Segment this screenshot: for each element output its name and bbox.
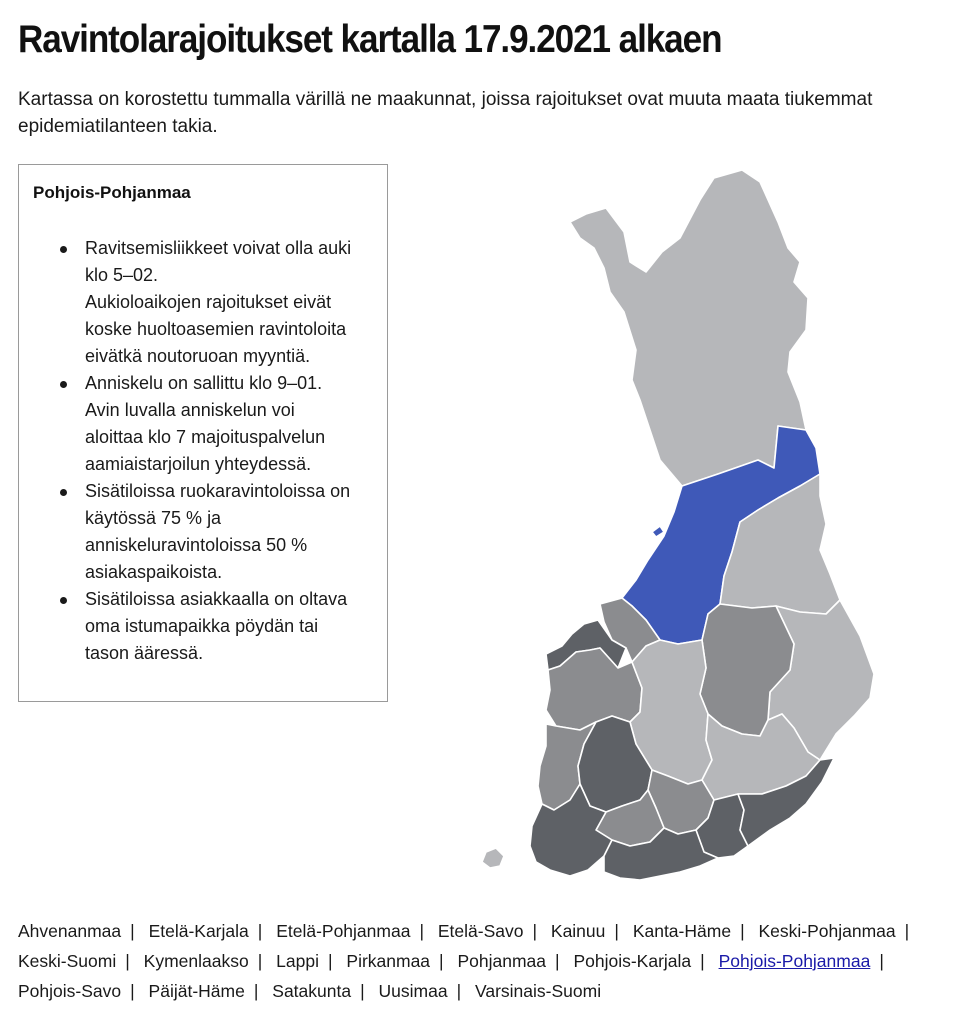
region-link[interactable]: Päijät-Häme bbox=[148, 981, 245, 1001]
restrictions-list bbox=[33, 235, 373, 667]
region-ahvenanmaa[interactable] bbox=[482, 848, 504, 868]
restriction-line: Anniskelu on sallittu klo 9–01. bbox=[85, 373, 323, 393]
link-separator: | bbox=[130, 921, 135, 941]
restriction-item bbox=[33, 235, 373, 370]
region-link-item bbox=[719, 951, 893, 971]
region-link[interactable]: Lappi bbox=[276, 951, 319, 971]
link-separator: | bbox=[419, 921, 424, 941]
restriction-line: klo 5–02. bbox=[85, 265, 159, 285]
restriction-line: eivätkä noutoruoan myyntiä. bbox=[85, 346, 311, 366]
region-link[interactable]: Pirkanmaa bbox=[346, 951, 431, 971]
restriction-line: käytössä 75 % ja bbox=[85, 508, 222, 528]
restriction-item bbox=[33, 478, 373, 586]
page-title: Ravintolarajoitukset kartalla 17.9.2021 alkaen bbox=[18, 18, 722, 61]
link-separator: | bbox=[327, 951, 333, 971]
link-separator: | bbox=[439, 951, 444, 971]
region-link-item bbox=[379, 981, 471, 1001]
bullet-icon bbox=[60, 489, 67, 496]
restriction-line: aamiaistarjoilun yhteydessä. bbox=[85, 454, 312, 474]
region-link[interactable]: Varsinais-Suomi bbox=[474, 981, 602, 1001]
bullet-icon bbox=[60, 381, 67, 388]
region-lappi[interactable] bbox=[570, 170, 808, 486]
region-link-item bbox=[633, 921, 754, 941]
region-link[interactable]: Etelä-Savo bbox=[437, 921, 524, 941]
restriction-line: oma istumapaikka pöydän tai bbox=[85, 616, 319, 636]
link-separator: | bbox=[532, 921, 538, 941]
region-link[interactable]: Pohjanmaa bbox=[457, 951, 547, 971]
region-link[interactable]: Keski-Pohjanmaa bbox=[758, 921, 896, 941]
link-separator: | bbox=[257, 921, 263, 941]
region-link-item bbox=[573, 951, 713, 971]
region-link-item bbox=[276, 951, 341, 971]
link-separator: | bbox=[879, 951, 884, 971]
finland-region-map bbox=[470, 160, 890, 890]
link-separator: | bbox=[125, 951, 130, 971]
restriction-line: Ravitsemisliikkeet voivat olla auki bbox=[85, 238, 352, 258]
link-separator: | bbox=[614, 921, 619, 941]
region-link[interactable]: Satakunta bbox=[272, 981, 352, 1001]
region-link[interactable]: Pohjois-Karjala bbox=[573, 951, 692, 971]
region-link-item bbox=[276, 921, 433, 941]
region-link-item bbox=[438, 921, 546, 941]
region-link[interactable]: Etelä-Karjala bbox=[148, 921, 249, 941]
region-link[interactable]: Kymenlaakso bbox=[143, 951, 249, 971]
region-link[interactable]: Pohjois-Savo bbox=[18, 981, 122, 1001]
region-link-item bbox=[457, 951, 568, 971]
restriction-line: koske huoltoasemien ravintoloita bbox=[85, 319, 347, 339]
region-link[interactable]: Uusimaa bbox=[378, 981, 448, 1001]
region-link-item bbox=[18, 981, 144, 1001]
link-separator: | bbox=[904, 921, 910, 941]
region-links bbox=[18, 916, 958, 1006]
restriction-line: Sisätiloissa asiakkaalla on oltava bbox=[85, 589, 348, 609]
link-separator: | bbox=[456, 981, 462, 1001]
link-separator: | bbox=[253, 981, 259, 1001]
restriction-line: Sisätiloissa ruokaravintoloissa on bbox=[85, 481, 351, 501]
region-link-item bbox=[149, 981, 268, 1001]
region-link[interactable]: Etelä-Pohjanmaa bbox=[276, 921, 411, 941]
restriction-item bbox=[33, 586, 373, 667]
region-link[interactable]: Kanta-Häme bbox=[632, 921, 732, 941]
region-link-item bbox=[149, 921, 272, 941]
region-link[interactable]: Pohjois-Pohjanmaa bbox=[718, 951, 871, 971]
region-info-box bbox=[18, 164, 388, 702]
region-link[interactable]: Kainuu bbox=[550, 921, 606, 941]
bullet-icon bbox=[60, 597, 67, 604]
link-separator: | bbox=[700, 951, 705, 971]
region-link[interactable]: Keski-Suomi bbox=[18, 951, 117, 971]
intro-text: Kartassa on korostettu tummalla värillä ne maakunnat, joissa rajoitukset ovat muuta maata tiukemmat epidemiatilanteen takia. bbox=[18, 89, 873, 137]
link-separator: | bbox=[740, 921, 745, 941]
info-region-name: Pohjois-Pohjanmaa bbox=[33, 183, 191, 202]
restriction-line: aloittaa klo 7 majoituspalvelun bbox=[85, 427, 326, 447]
region-pohjois-pohjanmaa-island[interactable] bbox=[652, 526, 664, 537]
link-separator: | bbox=[555, 951, 560, 971]
region-link-item bbox=[551, 921, 628, 941]
restriction-line: Avin luvalla anniskelun voi bbox=[85, 400, 295, 420]
restriction-item bbox=[33, 370, 373, 478]
link-separator: | bbox=[130, 981, 135, 1001]
restriction-line: Aukioloaikojen rajoitukset eivät bbox=[85, 292, 332, 312]
region-link-item bbox=[18, 951, 139, 971]
region-link-item bbox=[475, 981, 601, 1001]
restriction-line: asiakaspaikoista. bbox=[85, 562, 223, 582]
region-link[interactable]: Ahvenanmaa bbox=[18, 921, 122, 941]
link-separator: | bbox=[360, 981, 365, 1001]
link-separator: | bbox=[257, 951, 263, 971]
restriction-line: anniskeluravintoloissa 50 % bbox=[85, 535, 308, 555]
region-link-item bbox=[144, 951, 272, 971]
region-link-item bbox=[272, 981, 373, 1001]
region-link-item bbox=[18, 921, 144, 941]
bullet-icon bbox=[60, 246, 67, 253]
region-link-item bbox=[346, 951, 452, 971]
restriction-line: tason ääressä. bbox=[85, 643, 204, 663]
region-link-item bbox=[758, 921, 918, 941]
